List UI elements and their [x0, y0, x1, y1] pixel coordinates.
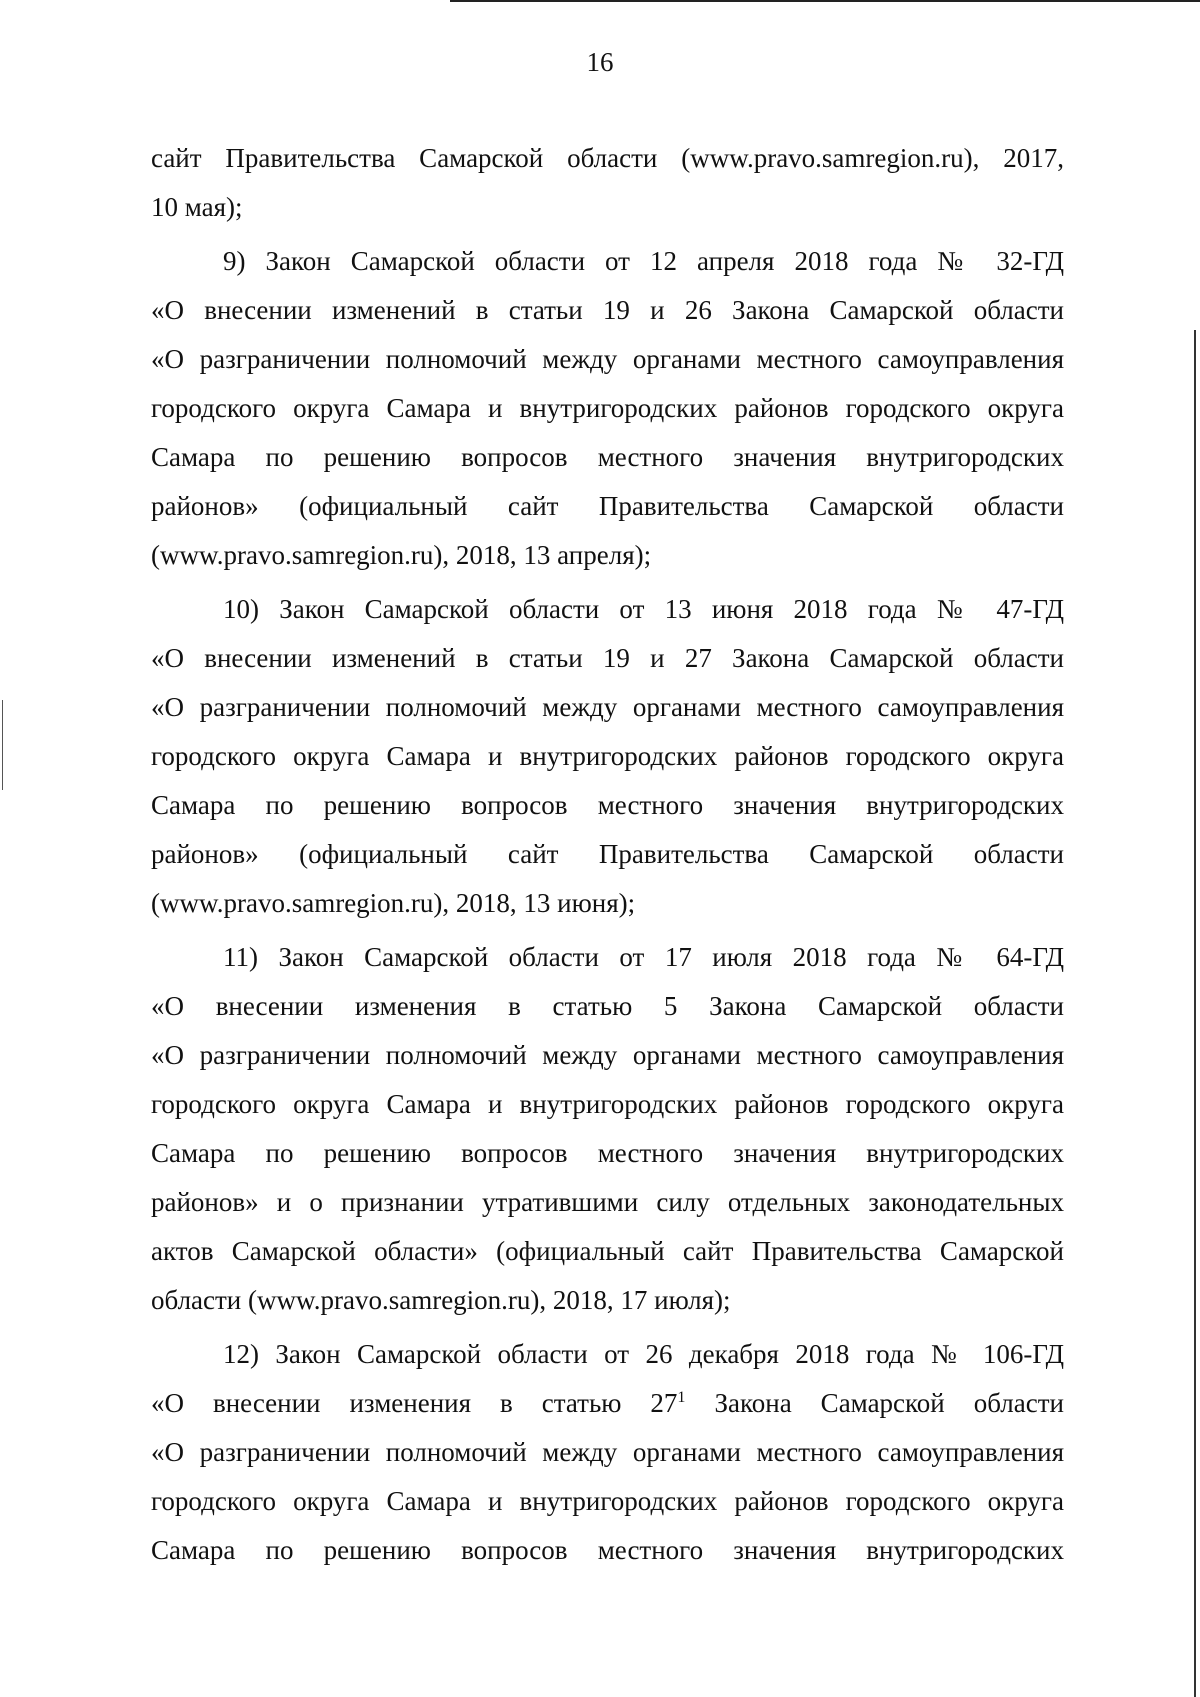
text-line: (www.pravo.samregion.ru), 2018, 13 июня);: [151, 888, 636, 918]
text-line: 10) Закон Самарской области от 13 июня 2018 года № 47-ГД: [223, 594, 1064, 624]
text-line: 9) Закон Самарской области от 12 апреля 2018 года № 32-ГД: [223, 246, 1064, 276]
text-line: городского округа Самара и внутригородских районов городского округа: [151, 741, 1064, 771]
text-line: Самара по решению вопросов местного значения внутригородских: [151, 442, 1064, 472]
text-line: сайт Правительства Самарской области (www.pravo.samregion.ru), 2017,: [151, 143, 1064, 173]
text-line: «О разграничении полномочий между органами местного самоуправления: [151, 1040, 1064, 1070]
list-item-continuation: [151, 134, 1064, 232]
text-fragment: Закона Самарской области: [685, 1388, 1064, 1418]
text-line: «О внесении изменения в статью 5 Закона Самарской области: [151, 991, 1064, 1021]
text-line: «О разграничении полномочий между органами местного самоуправления: [151, 344, 1064, 374]
text-line: (www.pravo.samregion.ru), 2018, 13 апреля);: [151, 540, 652, 570]
text-line: городского округа Самара и внутригородских районов городского округа: [151, 1486, 1064, 1516]
text-line: городского округа Самара и внутригородских районов городского округа: [151, 1089, 1064, 1119]
text-line-with-superscript: [151, 1379, 1064, 1428]
text-line: районов» (официальный сайт Правительства Самарской области: [151, 491, 1064, 521]
list-item-12: [151, 1330, 1064, 1575]
text-line: актов Самарской области» (официальный сайт Правительства Самарской: [151, 1236, 1064, 1266]
page-number: 16: [586, 47, 614, 77]
text-line: «О внесении изменений в статьи 19 и 27 Закона Самарской области: [151, 643, 1064, 673]
document-body: [151, 134, 1064, 1575]
text-line: «О разграничении полномочий между органами местного самоуправления: [151, 1437, 1064, 1467]
text-line: городского округа Самара и внутригородских районов городского округа: [151, 393, 1064, 423]
list-item-10: [151, 585, 1064, 928]
text-line: «О разграничении полномочий между органами местного самоуправления: [151, 692, 1064, 722]
text-line: 12) Закон Самарской области от 26 декабря 2018 года № 106-ГД: [223, 1339, 1064, 1369]
text-line: районов» и о признании утратившими силу отдельных законодательных: [151, 1187, 1064, 1217]
list-item-11: [151, 933, 1064, 1325]
text-line: районов» (официальный сайт Правительства Самарской области: [151, 839, 1064, 869]
text-fragment: «О внесении изменения в статью 27: [151, 1388, 678, 1418]
text-line: 11) Закон Самарской области от 17 июля 2018 года № 64-ГД: [223, 942, 1064, 972]
scan-edge-top: [450, 0, 1200, 2]
text-line: Самара по решению вопросов местного значения внутригородских: [151, 1535, 1064, 1565]
text-line: Самара по решению вопросов местного значения внутригородских: [151, 790, 1064, 820]
text-line: 10 мая);: [151, 192, 243, 222]
list-item-9: [151, 237, 1064, 580]
scan-edge-right: [1194, 330, 1196, 1697]
text-line: Самара по решению вопросов местного значения внутригородских: [151, 1138, 1064, 1168]
text-line: «О внесении изменений в статьи 19 и 26 Закона Самарской области: [151, 295, 1064, 325]
text-line: области (www.pravo.samregion.ru), 2018, 17 июля);: [151, 1285, 731, 1315]
superscript: 1: [677, 1388, 686, 1406]
scan-edge-left: [2, 700, 3, 790]
